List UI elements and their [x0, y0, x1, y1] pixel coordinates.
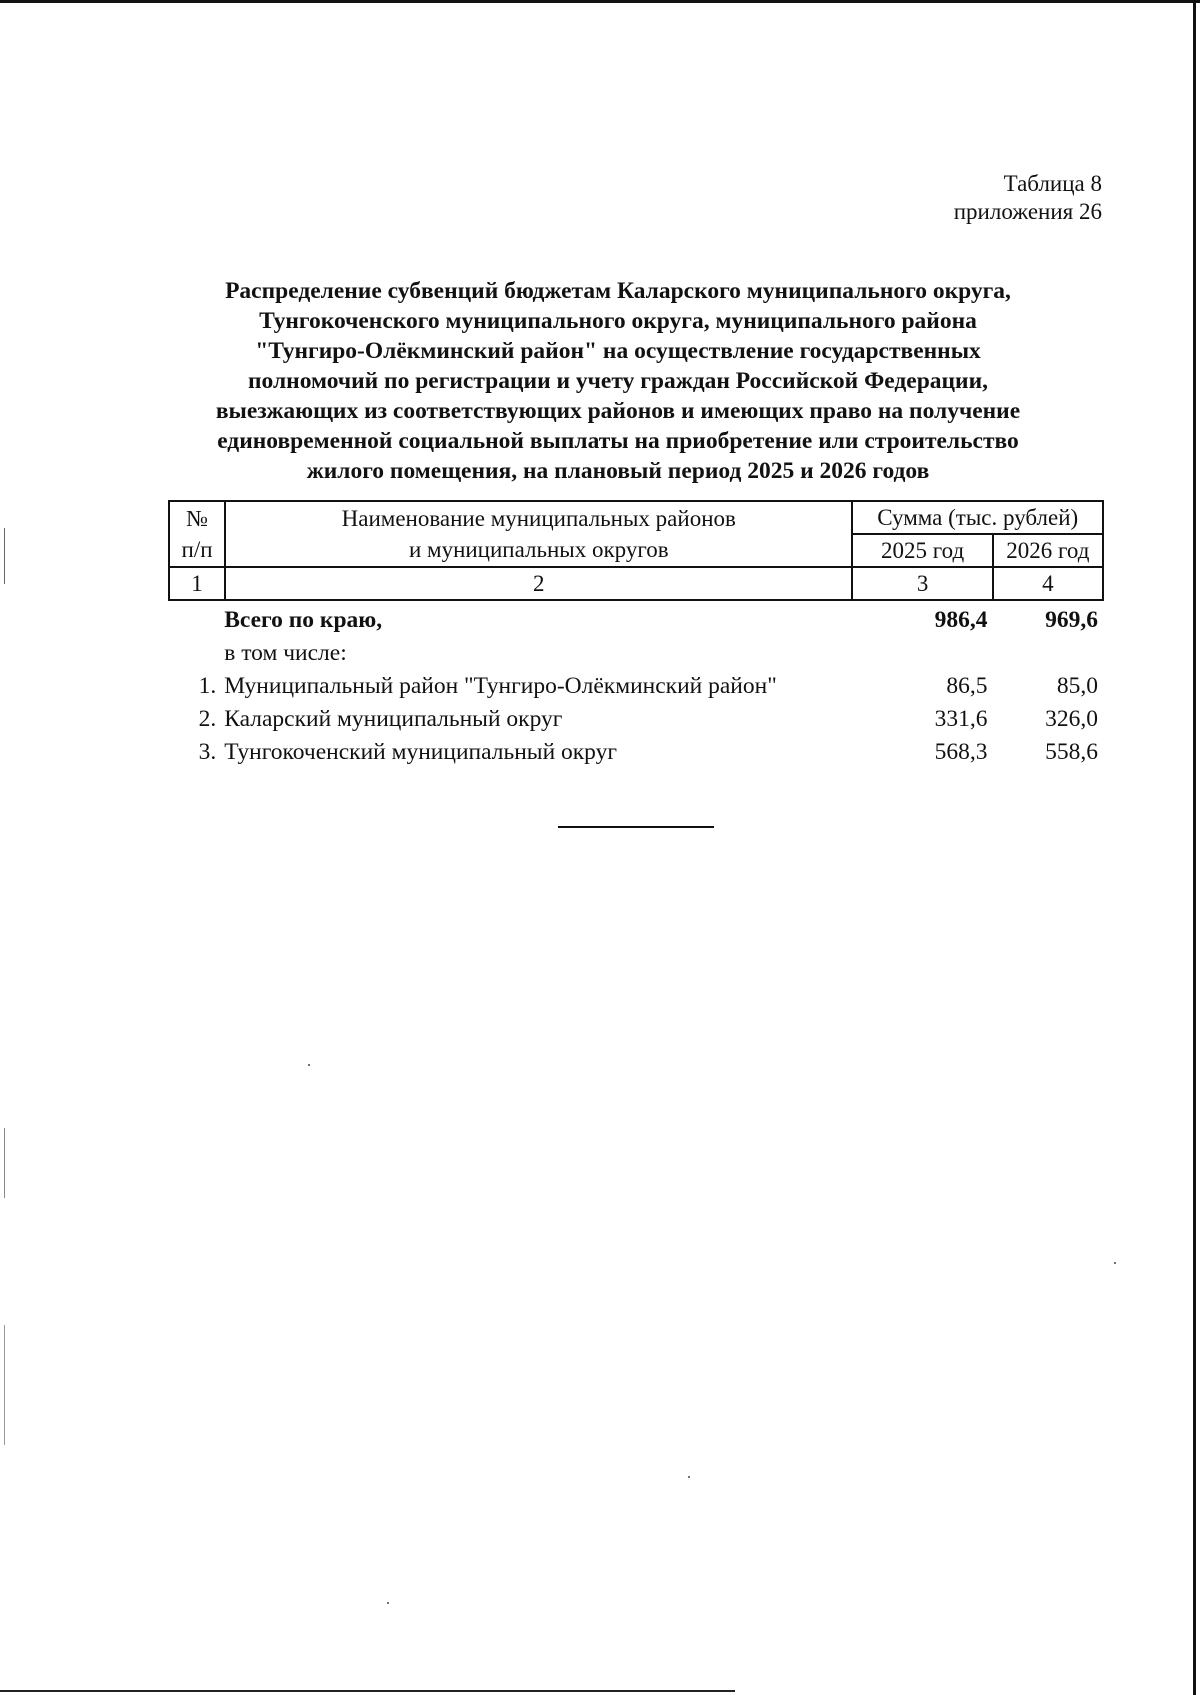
- total-label: Всего по краю,: [224, 607, 383, 633]
- scan-border-top: [0, 0, 1200, 3]
- scan-border-bottom: [0, 1690, 735, 1692]
- table-row: [168, 736, 1104, 769]
- including-row: [168, 637, 1104, 670]
- title-line: выезжающих из соответствующих районов и имеющих право на получение: [215, 398, 1021, 424]
- row-name: Тунгокоченский муниципальный округ: [224, 739, 618, 765]
- column-number-2: 2: [225, 567, 852, 600]
- table-body: [168, 604, 1104, 769]
- title-line: Распределение субвенций бюджетам Каларского муниципального округа,: [225, 278, 1011, 304]
- scan-border-right: [1193, 0, 1196, 1695]
- row-name: Муниципальный район "Тунгиро-Олёкминский район": [224, 673, 777, 699]
- scan-speck: [1114, 1262, 1116, 1264]
- total-2025: 986,4: [934, 607, 988, 633]
- header-number-abbr: п/п: [181, 537, 213, 562]
- title-line: жилого помещения, на плановый период 2025 и 2026 годов: [306, 458, 930, 484]
- header-year-2026: 2026 год: [993, 534, 1103, 567]
- header-number-sign: №: [186, 506, 209, 531]
- total-row: [168, 604, 1104, 637]
- table-header: [168, 500, 1104, 601]
- row-name: Каларский муниципальный округ: [224, 706, 563, 732]
- header-number-cell: [169, 501, 225, 567]
- row-index: 3.: [198, 739, 217, 765]
- row-value-2026: 85,0: [1056, 673, 1098, 699]
- table-row: [168, 703, 1104, 736]
- table-row: [168, 670, 1104, 703]
- scan-speck: [688, 1476, 690, 1478]
- header-name-cell: [225, 501, 852, 567]
- row-value-2026: 558,6: [1045, 739, 1098, 765]
- row-index: 2.: [198, 706, 217, 732]
- reference-appendix: приложения 26: [953, 199, 1102, 224]
- reference-table-number: Таблица 8: [1003, 171, 1102, 196]
- header-name-line2: и муниципальных округов: [408, 537, 669, 562]
- row-value-2025: 568,3: [934, 739, 988, 765]
- row-value-2025: 86,5: [946, 673, 988, 699]
- column-number-4: 4: [993, 567, 1103, 600]
- total-2026: 969,6: [1045, 607, 1098, 633]
- scan-mark: [4, 1128, 5, 1198]
- document-title: [168, 276, 1068, 486]
- table-reference: [954, 170, 1102, 226]
- header-year-2025: 2025 год: [852, 534, 992, 567]
- column-number-3: 3: [852, 567, 992, 600]
- row-value-2026: 326,0: [1045, 706, 1098, 732]
- end-rule: [558, 826, 714, 828]
- title-line: полномочий по регистрации и учету граждан Российской Федерации,: [247, 368, 989, 394]
- scan-mark: [4, 1325, 5, 1445]
- header-sum-cell: Сумма (тыс. рублей): [852, 501, 1103, 534]
- title-line: Тунгокоченского муниципального округа, муниципального района: [259, 308, 977, 334]
- row-index: 1.: [198, 673, 217, 699]
- scan-speck: [308, 1064, 310, 1066]
- header-name-line1: Наименование муниципальных районов: [341, 506, 736, 531]
- including-label: в том числе:: [224, 640, 347, 666]
- scan-speck: [387, 1602, 389, 1604]
- title-line: единовременной социальной выплаты на приобретение или строительство: [217, 428, 1019, 454]
- title-line: "Тунгиро-Олёкминский район" на осуществление государственных: [255, 338, 981, 364]
- row-value-2025: 331,6: [934, 706, 988, 732]
- scan-mark: [4, 528, 5, 584]
- column-number-1: 1: [169, 567, 225, 600]
